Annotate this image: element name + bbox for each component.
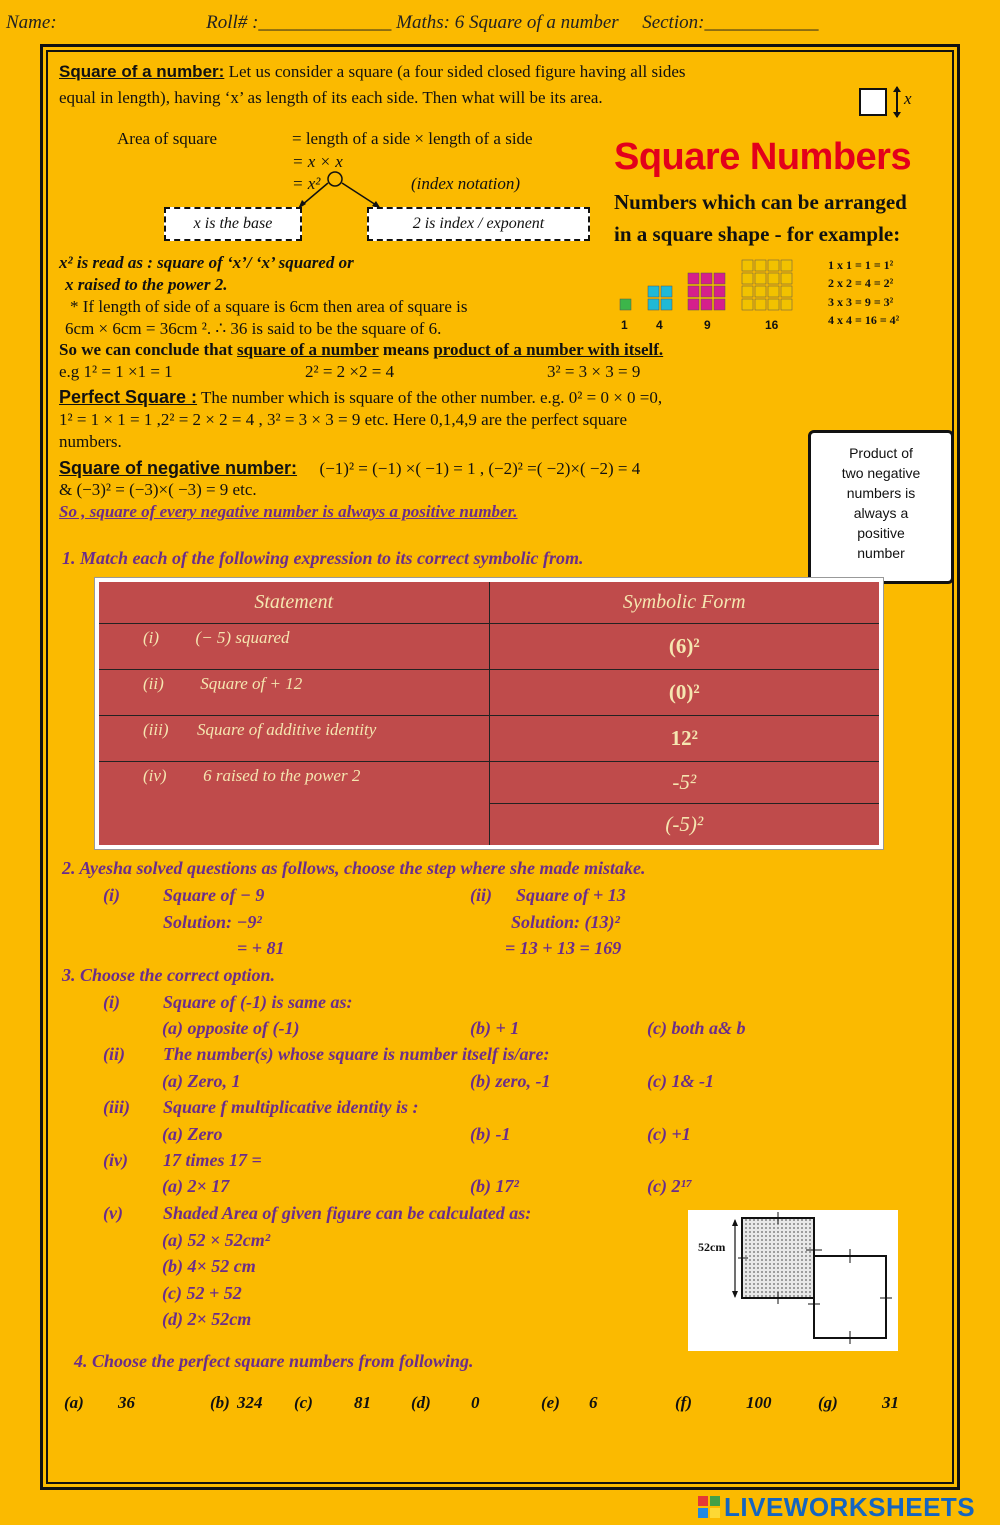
q3-i-num: (i) — [103, 992, 120, 1012]
symbol-cell[interactable]: -5² — [489, 762, 881, 804]
square-dot — [661, 286, 672, 297]
q3-iii-option-a[interactable]: (a) Zero — [162, 1124, 223, 1144]
symbol-cell[interactable]: (0)² — [489, 670, 881, 716]
q4-option-a[interactable]: 36 — [118, 1393, 135, 1412]
q3-iv-question: 17 times 17 = — [163, 1150, 262, 1170]
row-num: (iii) — [143, 720, 169, 739]
index-box: 2 is index / exponent — [367, 207, 590, 241]
perfect-text-1: The number which is square of the other number. e.g. 0² = 0 × 0 =0, — [201, 388, 663, 407]
negative-text-1: (−1)² = (−1) ×( −1) = 1 , (−2)² =( −2)×( −2) = 4 — [319, 459, 641, 478]
name-field: Name: — [6, 12, 57, 33]
q4-option-e[interactable]: 6 — [589, 1393, 598, 1412]
q3-v-num: (v) — [103, 1203, 123, 1223]
square-dot — [781, 286, 792, 297]
q3-iii-question: Square f multiplicative identity is : — [163, 1097, 419, 1117]
note-line-3: numbers is — [846, 485, 916, 501]
q2-a-num: (i) — [103, 885, 120, 905]
square-dot — [620, 299, 631, 310]
q4-key-b: (b) — [210, 1393, 230, 1412]
example-3: 3² = 3 × 3 = 9 — [547, 362, 641, 381]
q3-i-option-b[interactable]: (b) + 1 — [470, 1018, 520, 1038]
note-line-6: number — [857, 545, 905, 561]
reading-line-2: x raised to the power 2. — [65, 275, 228, 294]
table-row — [97, 624, 881, 670]
q3-iv-option-b[interactable]: (b) 17² — [470, 1176, 519, 1196]
conclusion-mid: means — [382, 340, 430, 359]
q3-ii-option-a[interactable]: (a) Zero, 1 — [162, 1071, 241, 1091]
q3-iii-option-c[interactable]: (c) +1 — [647, 1124, 691, 1144]
note-line-2: two negative — [841, 465, 921, 481]
figure-side-label: 52cm — [698, 1240, 726, 1254]
square-dot — [688, 299, 699, 310]
q2-b-num: (ii) — [470, 885, 492, 905]
q3-ii-option-b[interactable]: (b) zero, -1 — [470, 1071, 551, 1091]
square-dot — [755, 299, 766, 310]
side-label-x: x — [904, 89, 912, 108]
q4-key-e: (e) — [541, 1393, 560, 1412]
shaded-area-figure — [688, 1210, 898, 1351]
square-eq-3: 3 x 3 = 9 = 3² — [828, 295, 894, 309]
table-header-row — [97, 580, 881, 624]
q4-key-c: (c) — [294, 1393, 313, 1412]
logo-text: LIVEWORKSHEETS — [724, 1492, 976, 1522]
q4-option-d[interactable]: 0 — [471, 1393, 480, 1412]
q3-prompt: 3. Choose the correct option. — [62, 965, 276, 985]
square-dot — [742, 299, 753, 310]
perfect-line-2: 1² = 1 × 1 = 1 ,2² = 2 × 2 = 4 , 3² = 3 × 3 = 9 etc. Here 0,1,4,9 are the perfect square — [59, 410, 627, 429]
note-line-5: positive — [857, 525, 905, 541]
header-symbolic: Symbolic Form — [489, 580, 881, 624]
square-dot — [701, 273, 712, 284]
pointer-arrows — [290, 165, 390, 213]
row-text: Square of additive identity — [197, 720, 377, 739]
square-dot — [781, 260, 792, 271]
row-text: 6 raised to the power 2 — [203, 766, 361, 785]
square-dot — [701, 286, 712, 297]
note-text — [811, 433, 951, 563]
base-box: x is the base — [164, 207, 302, 241]
area-line-1: = length of a side × length of a side — [292, 129, 533, 148]
q3-iii-num: (iii) — [103, 1097, 130, 1117]
table-row — [97, 762, 881, 804]
square-label-16: 16 — [765, 318, 779, 332]
q3-ii-question: The number(s) whose square is number itself is/are: — [163, 1044, 550, 1064]
liveworksheets-logo — [698, 1492, 975, 1523]
intro-text-2: equal in length), having ‘x’ as length of its each side. Then what will be its area. — [59, 88, 603, 107]
square-dot — [768, 260, 779, 271]
overlapping-squares-diagram — [688, 1210, 898, 1351]
q3-v-option-c[interactable]: (c) 52 + 52 — [162, 1283, 242, 1303]
q3-v-option-b[interactable]: (b) 4× 52 cm — [162, 1256, 256, 1276]
q4-key-a: (a) — [64, 1393, 84, 1412]
square-dot — [714, 273, 725, 284]
q4-option-f[interactable]: 100 — [746, 1393, 772, 1412]
conclusion-line — [59, 340, 663, 360]
statement-cell[interactable] — [97, 762, 489, 848]
q3-iv-option-a[interactable]: (a) 2× 17 — [162, 1176, 230, 1196]
q3-ii-num: (ii) — [103, 1044, 125, 1064]
statement-cell[interactable] — [97, 670, 489, 716]
match-table — [95, 578, 883, 849]
q4-key-g: (g) — [818, 1393, 838, 1412]
negative-summary: So , square of every negative number is always a positive number. — [59, 502, 518, 521]
perfect-heading: Perfect Square : — [59, 387, 198, 407]
square-dot — [742, 286, 753, 297]
q3-iv-num: (iv) — [103, 1150, 128, 1170]
intro-text-1: Let us consider a square (a four sided closed figure having all sides — [228, 62, 686, 81]
square-label-1: 1 — [621, 318, 628, 332]
square-dot — [648, 286, 659, 297]
logo-icon — [698, 1494, 722, 1516]
q3-i-option-a[interactable]: (a) opposite of (-1) — [162, 1018, 300, 1038]
square-dot-arrays — [618, 252, 808, 314]
square-eq-2: 2 x 2 = 4 = 2² — [828, 276, 894, 290]
conclusion-pre: So we can conclude that — [59, 340, 233, 359]
square-eq-1: 1 x 1 = 1 = 1² — [828, 258, 894, 272]
q1-prompt: 1. Match each of the following expression to its correct symbolic from. — [62, 548, 584, 568]
square-dot — [742, 273, 753, 284]
subject-title: Maths: 6 Square of a number — [396, 12, 619, 33]
square-dot — [661, 299, 672, 310]
roll-field: Roll# :______________ — [206, 12, 392, 33]
statement-cell[interactable] — [97, 624, 489, 670]
q3-ii-option-c[interactable]: (c) 1& -1 — [647, 1071, 714, 1091]
q2-a-title: Square of − 9 — [163, 885, 265, 905]
index-notation-note: (index notation) — [411, 174, 521, 193]
square-dot — [714, 286, 725, 297]
square-dot — [714, 299, 725, 310]
reading-line-3: * If length of side of a square is 6cm then area of square is — [70, 297, 468, 316]
q2-a-solution[interactable]: Solution: −9² — [163, 912, 262, 932]
worksheet-header — [6, 12, 818, 34]
table-row — [97, 716, 881, 762]
symbol-cell[interactable]: (6)² — [489, 624, 881, 670]
square-dot — [781, 273, 792, 284]
section-field: Section:____________ — [642, 12, 819, 33]
q4-option-g[interactable]: 31 — [882, 1393, 899, 1412]
square-label-4: 4 — [656, 318, 663, 332]
note-line-4: always a — [853, 505, 909, 521]
q3-v-question: Shaded Area of given figure can be calculated as: — [163, 1203, 532, 1223]
q4-option-c[interactable]: 81 — [354, 1393, 371, 1412]
square-dot — [688, 286, 699, 297]
q3-i-option-c[interactable]: (c) both a& b — [647, 1018, 746, 1038]
row-text: Square of + 12 — [200, 674, 303, 693]
header-statement: Statement — [97, 580, 489, 624]
note-line-1: Product of — [849, 445, 913, 461]
symbol-cell[interactable]: (-5)² — [489, 804, 881, 848]
intro-line-1 — [59, 62, 686, 82]
negative-heading: Square of negative number: — [59, 458, 298, 478]
statement-cell[interactable] — [97, 716, 489, 762]
row-num: (iv) — [143, 766, 167, 785]
q2-prompt: 2. Ayesha solved questions as follows, choose the step where she made mistake. — [62, 858, 646, 878]
note-scroll — [808, 430, 954, 584]
square-dot — [701, 299, 712, 310]
conclusion-definition: product of a number with itself. — [433, 340, 664, 359]
q4-option-b[interactable]: 324 — [237, 1393, 263, 1412]
reading-line-1: x² is read as : square of ‘x’/ ‘x’ squared or — [59, 253, 354, 272]
q4-prompt: 4. Choose the perfect square numbers from following. — [74, 1351, 474, 1371]
row-num: (ii) — [143, 674, 164, 693]
square-numbers-title: Square Numbers — [614, 136, 912, 178]
table-row — [97, 670, 881, 716]
reading-line-4: 6cm × 6cm = 36cm ². ∴ 36 is said to be the square of 6. — [65, 319, 442, 338]
square-numbers-sub-2: in a square shape - for example: — [614, 222, 901, 246]
example-2: 2² = 2 ×2 = 4 — [305, 362, 395, 381]
area-line-3: = x² — [292, 174, 321, 193]
square-dot — [768, 299, 779, 310]
q3-iii-option-b[interactable]: (b) -1 — [470, 1124, 511, 1144]
negative-line-1 — [59, 458, 640, 479]
square-dot — [755, 273, 766, 284]
square-dot — [688, 273, 699, 284]
q2-b-title: Square of + 13 — [516, 885, 626, 905]
area-line-2: = x × x — [292, 152, 343, 171]
square-side-icon — [852, 84, 908, 120]
square-label-9: 9 — [704, 318, 711, 332]
square-dot — [781, 299, 792, 310]
conclusion-term: square of a number — [237, 340, 379, 359]
q4-key-d: (d) — [411, 1393, 431, 1412]
negative-line-2: & (−3)² = (−3)×( −3) = 9 etc. — [59, 480, 257, 499]
example-1: e.g 1² = 1 ×1 = 1 — [59, 362, 173, 381]
q2-a-result[interactable]: = + 81 — [237, 938, 285, 958]
perfect-line-3: numbers. — [59, 432, 122, 451]
row-text: (− 5) squared — [195, 628, 290, 647]
q2-b-result[interactable]: = 13 + 13 = 169 — [505, 938, 622, 958]
area-label: Area of square — [117, 129, 218, 148]
square-dot — [755, 260, 766, 271]
q2-b-solution[interactable]: Solution: (13)² — [511, 912, 620, 932]
square-eq-4: 4 x 4 = 16 = 4² — [828, 313, 900, 327]
q4-key-f: (f) — [675, 1393, 692, 1412]
square-dot — [768, 286, 779, 297]
perfect-line-1 — [59, 387, 662, 408]
q3-iv-option-c[interactable]: (c) 2¹⁷ — [647, 1176, 693, 1196]
square-dot — [742, 260, 753, 271]
symbol-cell[interactable]: 12² — [489, 716, 881, 762]
q3-i-question: Square of (-1) is same as: — [163, 992, 353, 1012]
intro-heading: Square of a number: — [59, 62, 225, 81]
square-dot — [768, 273, 779, 284]
square-dot — [755, 286, 766, 297]
q3-v-option-d[interactable]: (d) 2× 52cm — [162, 1309, 252, 1329]
square-dot — [648, 299, 659, 310]
q3-v-option-a[interactable]: (a) 52 × 52cm² — [162, 1230, 271, 1250]
row-num: (i) — [143, 628, 160, 647]
square-numbers-sub-1: Numbers which can be arranged — [614, 190, 907, 214]
